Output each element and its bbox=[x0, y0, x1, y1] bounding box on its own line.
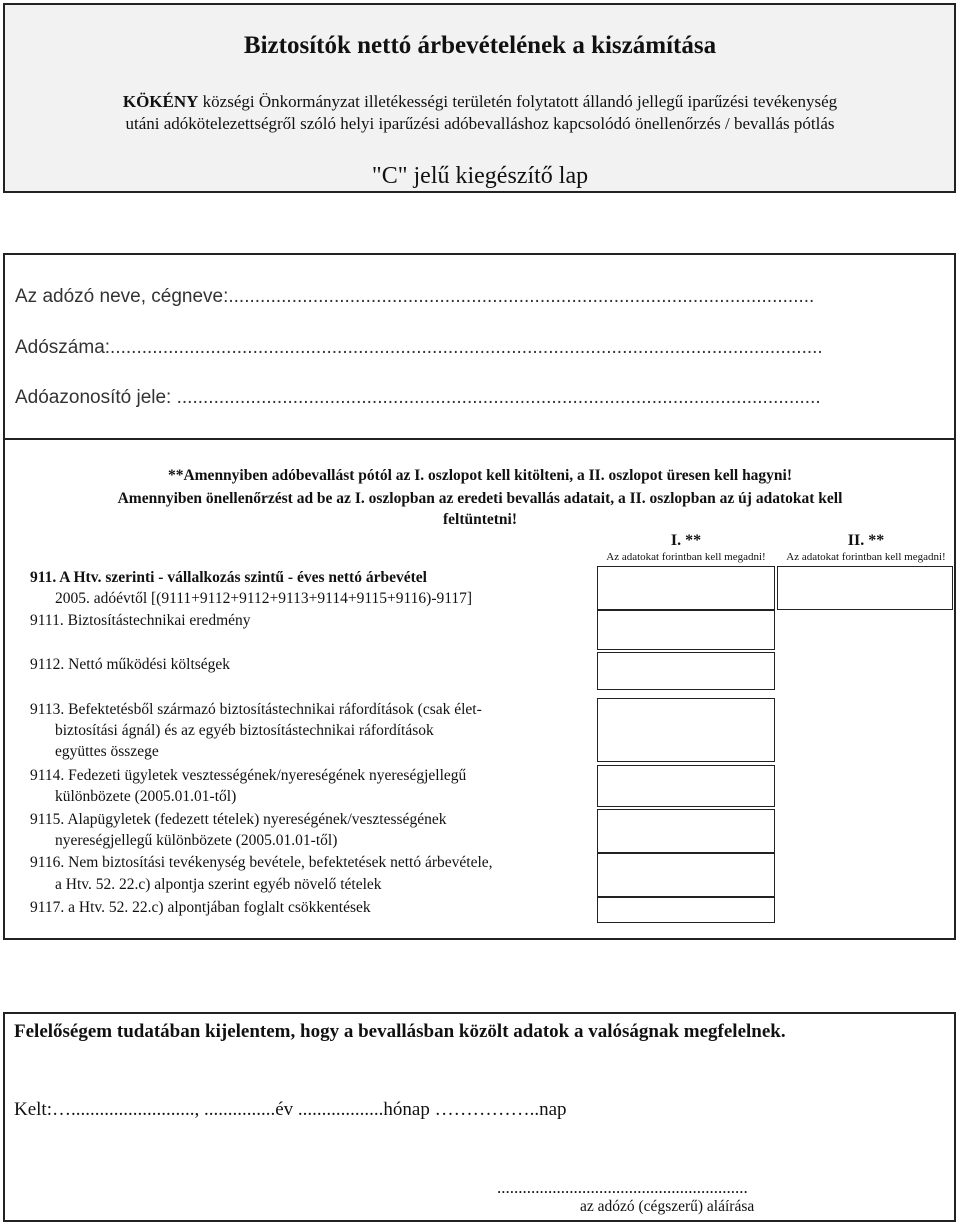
row-9113-label: 9113. Befektetésből származó biztosítástechnikai ráfordítások (csak élet- bbox=[30, 701, 482, 718]
row-9117-label: 9117. a Htv. 52. 22.c) alpontjában foglalt csökkentések bbox=[30, 899, 371, 916]
municipality-name: KÖKÉNY bbox=[122, 92, 199, 111]
row-9112-label: 9112. Nettó működési költségek bbox=[30, 656, 231, 673]
page-title: Biztosítók nettó árbevételének a kiszámítása bbox=[243, 32, 717, 59]
value-911-col2[interactable] bbox=[777, 566, 953, 610]
row-9113-label-end: együttes összege bbox=[55, 743, 159, 760]
row-9111-label: 9111. Biztosítástechnikai eredmény bbox=[30, 612, 251, 629]
column-1-heading: I. ** bbox=[670, 532, 702, 549]
value-9111-col1[interactable] bbox=[597, 610, 775, 650]
sheet-title: "C" jelű kiegészítő lap bbox=[371, 163, 589, 189]
row-9114-label-cont: különbözete (2005.01.01-től) bbox=[55, 788, 237, 805]
row-9116-label-cont: a Htv. 52. 22.c) alpontja szerint egyéb növelő tételek bbox=[55, 876, 382, 893]
value-9117-col1[interactable] bbox=[597, 897, 775, 923]
row-9115-label: 9115. Alapügyletek (fedezett tételek) nyereségének/vesztességének bbox=[30, 811, 447, 828]
instruction-line3: feltüntetni! bbox=[442, 511, 518, 528]
value-911-col1[interactable] bbox=[597, 566, 775, 610]
subtitle bbox=[30, 91, 930, 135]
row-9116-label: 9116. Nem biztosítási tevékenység bevétele, befektetések nettó árbevétele, bbox=[30, 854, 493, 871]
value-9112-col1[interactable] bbox=[597, 652, 775, 690]
subtitle-line2: utáni adókötelezettségről szóló helyi iparűzési adóbevalláshoz kapcsolódó önellenőrzés / bevallás pótlás bbox=[125, 114, 835, 133]
instruction-line1: **Amennyiben adóbevallást pótól az I. oszlopot kell kitölteni, a II. oszlopot üresen kell hagyni! bbox=[167, 467, 793, 484]
value-9116-col1[interactable] bbox=[597, 853, 775, 897]
value-9113-col1[interactable] bbox=[597, 698, 775, 762]
tax-id-field[interactable]: Adóazonosító jele: .......................................................................................................................... bbox=[15, 387, 821, 408]
column-2-note: Az adatokat forintban kell megadni! bbox=[786, 551, 946, 563]
instruction-line2: Amennyiben önellenőrzést ad be az I. oszlopban az eredeti bevallás adatait, a II. oszlopban az új adatokat kell bbox=[117, 490, 843, 507]
row-911-label: 911. A Htv. szerinti - vállalkozás szintű - éves nettó árbevétel bbox=[30, 569, 427, 586]
signature-field[interactable]: ........................................................... bbox=[497, 1178, 748, 1197]
declaration-statement: Felelőségem tudatában kijelentem, hogy a bevallásban közölt adatok a valóságnak megfelelnek. bbox=[14, 1021, 786, 1042]
taxpayer-name-field[interactable]: Az adózó neve, cégneve:............................................................................................................... bbox=[15, 286, 815, 307]
row-911-formula: 2005. adóévtől [(9111+9112+9112+9113+9114+9115+9116)-9117] bbox=[55, 590, 473, 607]
column-1-note: Az adatokat forintban kell megadni! bbox=[606, 551, 766, 563]
row-9115-label-cont: nyereségjellegű különbözete (2005.01.01-től) bbox=[55, 832, 338, 849]
row-9114-label: 9114. Fedezeti ügyletek vesztességének/nyereségének nyereségjellegű bbox=[30, 767, 467, 784]
column-2-heading: II. ** bbox=[847, 532, 885, 549]
row-9113-label-cont: biztosítási ágnál) és az egyéb biztosítástechnikai ráfordítások bbox=[55, 722, 434, 739]
subtitle-line1: községi Önkormányzat illetékességi területén folytatott állandó jellegű iparűzési tevékenység bbox=[202, 92, 838, 111]
signature-label: az adózó (cégszerű) aláírása bbox=[580, 1198, 755, 1215]
value-9115-col1[interactable] bbox=[597, 809, 775, 853]
tax-number-field[interactable]: Adószáma:....................................................................................................................................... bbox=[15, 337, 823, 358]
value-9114-col1[interactable] bbox=[597, 765, 775, 807]
date-field[interactable]: Kelt:….........................., ...............év ..................hónap ……………..nap bbox=[14, 1099, 567, 1120]
